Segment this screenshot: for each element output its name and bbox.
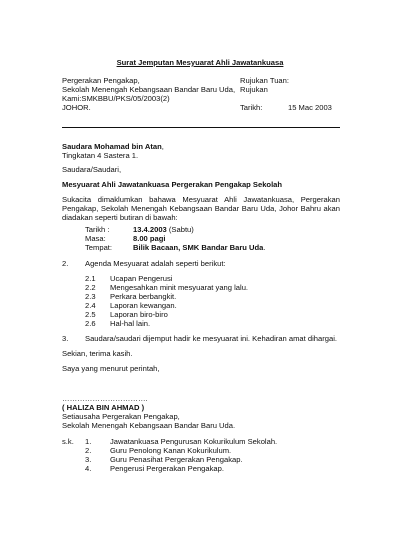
detail-date-label: Tarikh : — [85, 225, 110, 234]
cc-label: s.k. — [62, 437, 74, 446]
cc-item-num: 2. — [85, 446, 92, 455]
intro-paragraph: Sukacita dimaklumkan bahawa Mesyuarat Ahli Jawatankuasa, Pergerakan Pengakap, Sekolah Menengah Kebangsaan Bandar Baru Uda, Johor Bahru akan diadakan seperti butiran di bawah: — [62, 195, 340, 223]
cc-item-text: Guru Penasihat Pergerakan Pengakap. — [110, 455, 243, 464]
agenda-item-text: Laporan kewangan. — [110, 301, 177, 310]
detail-date-extra: (Sabtu) — [166, 225, 194, 234]
letter-title: Surat Jemputan Mesyuarat Ahli Jawatankuasa — [116, 58, 284, 67]
agenda-item-text: Perkara berbangkit. — [110, 292, 177, 301]
subject-line: Mesyuarat Ahli Jawatankuasa Pergerakan Pengakap Sekolah — [62, 180, 283, 189]
signature-dots: ……………………………. — [62, 394, 148, 403]
agenda-item-num: 2.6 — [85, 319, 96, 328]
closing-text: Sekian, terima kasih. — [62, 349, 133, 358]
agenda-item-num: 2.5 — [85, 310, 96, 319]
detail-place-label: Tempat: — [85, 243, 113, 252]
agenda-item-num: 2.2 — [85, 283, 96, 292]
agenda-item-num: 2.4 — [85, 301, 96, 310]
date-label: Tarikh: — [240, 103, 263, 112]
detail-date-value: 13.4.2003 — [133, 225, 167, 234]
sender-line-4: JOHOR. — [62, 103, 91, 112]
sender-line-3: Kami:SMKBBU/PKS/05/2003(2) — [62, 94, 170, 103]
point3-number: 3. — [62, 334, 69, 343]
detail-place-value-line — [133, 243, 266, 252]
reference-label: Rujukan Tuan: — [240, 76, 289, 85]
reference-value: Rujukan — [240, 85, 268, 94]
detail-place-extra: . — [263, 243, 266, 252]
agenda-item-num: 2.3 — [85, 292, 96, 301]
agenda-item-text: Ucapan Pengerusi — [110, 274, 173, 283]
recipient-name-suffix: , — [161, 142, 164, 151]
signature-name: ( HALIZA BIN AHMAD ) — [62, 403, 145, 412]
point3-text: Saudara/saudari dijemput hadir ke mesyuarat ini. Kehadiran amat dihargai. — [85, 334, 338, 343]
detail-place-value: Bilik Bacaan, SMK Bandar Baru Uda — [133, 243, 264, 252]
cc-item-text: Jawatankuasa Pengurusan Kokurikulum Sekolah. — [110, 437, 278, 446]
cc-item-num: 3. — [85, 455, 92, 464]
agenda-item-text: Mengesahkan minit mesyuarat yang lalu. — [110, 283, 249, 292]
cc-item-text: Guru Penolong Kanan Kokurikulum. — [110, 446, 232, 455]
header-divider — [62, 127, 340, 128]
detail-time-value: 8.00 pagi — [133, 234, 166, 243]
signoff-text: Saya yang menurut perintah, — [62, 364, 160, 373]
agenda-item-num: 2.1 — [85, 274, 96, 283]
agenda-item-text: Laporan biro-biro — [110, 310, 168, 319]
cc-item-num: 1. — [85, 437, 92, 446]
agenda-item-text: Hal-hal lain. — [110, 319, 151, 328]
signature-school: Sekolah Menengah Kebangsaan Bandar Baru Uda. — [62, 421, 236, 430]
salutation: Saudara/Saudari, — [62, 165, 122, 174]
agenda-number: 2. — [62, 259, 69, 268]
detail-date-value-line — [133, 225, 194, 234]
signature-position: Setiausaha Pergerakan Pengakap, — [62, 412, 180, 421]
recipient-class: Tingkatan 4 Sastera 1. — [62, 151, 139, 160]
cc-item-num: 4. — [85, 464, 92, 473]
cc-item-text: Pengerusi Pergerakan Pengakap. — [110, 464, 224, 473]
agenda-heading: Agenda Mesyuarat adalah seperti berikut: — [85, 259, 226, 268]
sender-line-1: Pergerakan Pengakap, — [62, 76, 140, 85]
date-value: 15 Mac 2003 — [288, 103, 332, 112]
detail-time-label: Masa: — [85, 234, 106, 243]
sender-line-2: Sekolah Menengah Kebangsaan Bandar Baru Uda, — [62, 85, 236, 94]
recipient-name-line — [62, 142, 164, 151]
recipient-name: Saudara Mohamad bin Atan — [62, 142, 162, 151]
